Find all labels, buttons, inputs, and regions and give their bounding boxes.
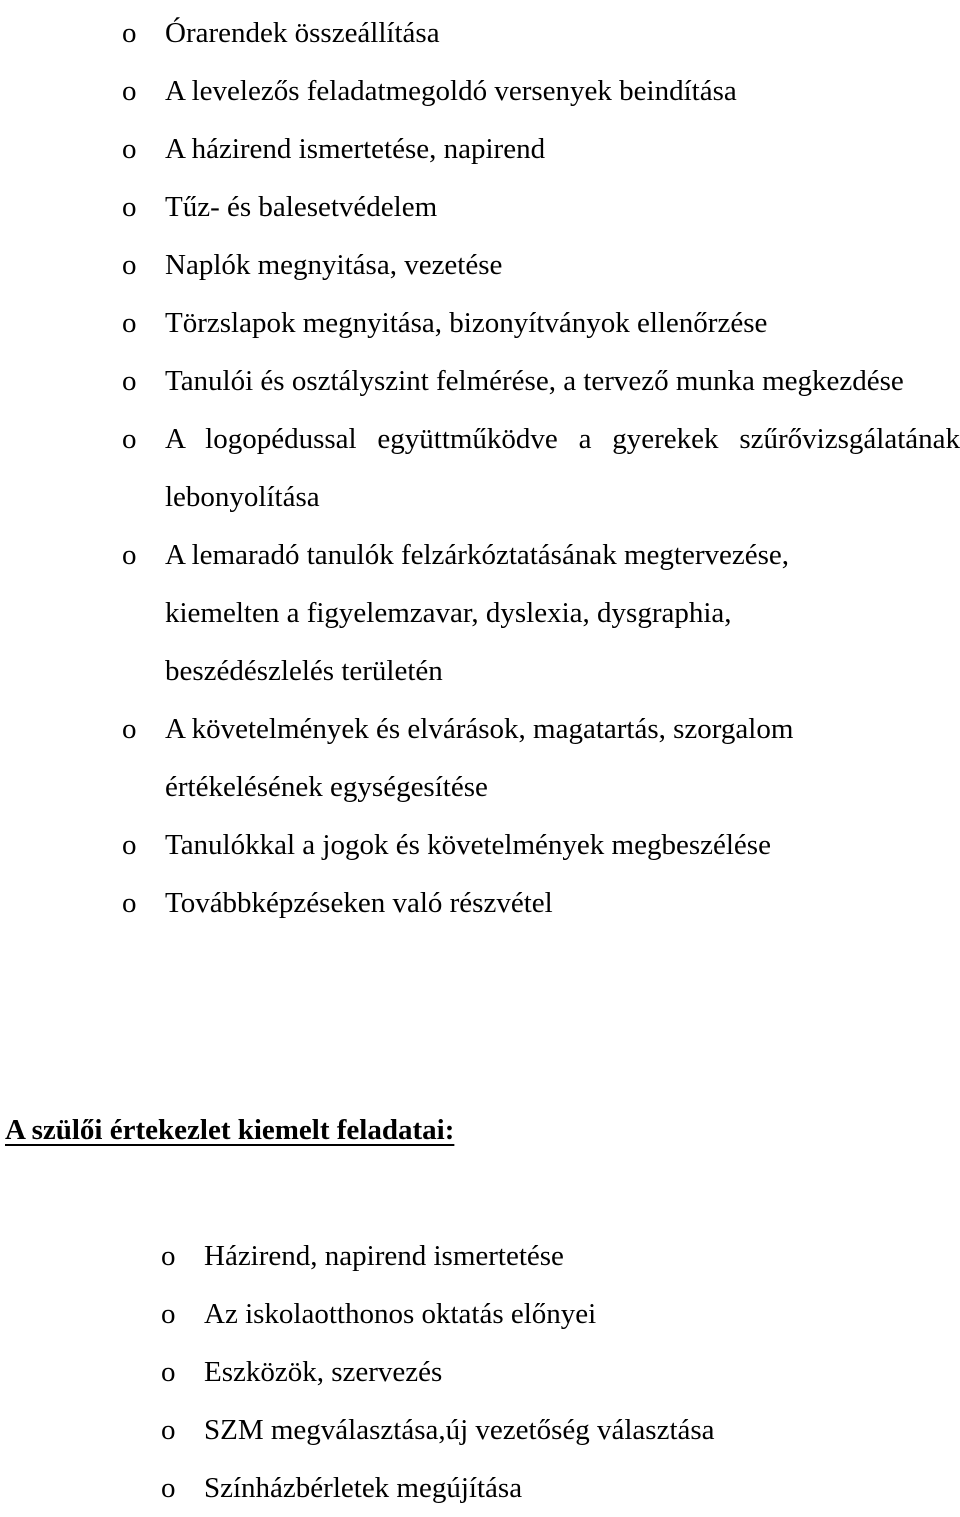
list-item xyxy=(0,62,960,120)
list-item xyxy=(0,1285,960,1343)
list-item-text: A házirend ismertetése, napirend xyxy=(165,133,546,165)
bullet-marker: o xyxy=(122,713,137,745)
list-item xyxy=(0,120,960,178)
list-item xyxy=(0,410,960,526)
list-item xyxy=(0,1343,960,1401)
list-item-text: A logopédussal együttműködve a gyerekek szűrővizsgálatának lebonyolítása xyxy=(165,423,960,513)
list-item xyxy=(0,294,960,352)
list-item xyxy=(0,700,960,816)
list-item-text: Tanulói és osztályszint felmérése, a tervező munka megkezdése xyxy=(165,365,904,397)
list-item-text: Tűz- és balesetvédelem xyxy=(165,191,438,223)
list-item xyxy=(0,816,960,874)
bullet-marker: o xyxy=(122,75,137,107)
bullet-marker: o xyxy=(161,1298,176,1330)
list-item xyxy=(0,526,960,700)
bullet-marker: o xyxy=(122,191,137,223)
bullet-marker: o xyxy=(122,829,137,861)
bullet-marker: o xyxy=(122,887,137,919)
list-item-text: Naplók megnyitása, vezetése xyxy=(165,249,503,281)
list-item-text: Színházbérletek megújítása xyxy=(204,1472,523,1504)
section-heading: A szülői értekezlet kiemelt feladatai: xyxy=(5,1114,455,1146)
bullet-marker: o xyxy=(122,365,137,397)
bullet-marker: o xyxy=(122,133,137,165)
list-item xyxy=(0,874,960,932)
list-item-text: Tanulókkal a jogok és követelmények megbeszélése xyxy=(165,829,771,861)
bullet-marker: o xyxy=(122,539,137,571)
list-item xyxy=(0,236,960,294)
list-item xyxy=(0,1459,960,1517)
bullet-marker: o xyxy=(122,423,137,455)
bullet-marker: o xyxy=(122,307,137,339)
list-item-text: Házirend, napirend ismertetése xyxy=(204,1240,564,1272)
list-item-text: Órarendek összeállítása xyxy=(165,17,440,49)
list-item-text: A lemaradó tanulók felzárkóztatásának megtervezése, kiemelten a figyelemzavar, dyslexia, dysgraphia, beszédészlelés területén xyxy=(165,539,789,687)
bullet-marker: o xyxy=(161,1472,176,1504)
list-item-text: Az iskolaotthonos oktatás előnyei xyxy=(204,1298,597,1330)
list-item-text: Törzslapok megnyitása, bizonyítványok ellenőrzése xyxy=(165,307,768,339)
list-item xyxy=(0,4,960,62)
list-item-text: A követelmények és elvárások, magatartás, szorgalom értékelésének egységesítése xyxy=(165,713,794,803)
parent-meeting-list xyxy=(0,1227,960,1517)
list-item-text: Továbbképzéseken való részvétel xyxy=(165,887,553,919)
list-item xyxy=(0,1227,960,1285)
bullet-marker: o xyxy=(161,1414,176,1446)
list-item-text: A levelezős feladatmegoldó versenyek beindítása xyxy=(165,75,737,107)
bullet-marker: o xyxy=(161,1240,176,1272)
list-item xyxy=(0,352,960,410)
tasks-list xyxy=(0,4,960,932)
bullet-marker: o xyxy=(122,249,137,281)
list-item xyxy=(0,178,960,236)
list-item-text: Eszközök, szervezés xyxy=(204,1356,443,1388)
list-item xyxy=(0,1401,960,1459)
bullet-marker: o xyxy=(161,1356,176,1388)
bullet-marker: o xyxy=(122,17,137,49)
list-item-text: SZM megválasztása,új vezetőség választása xyxy=(204,1414,715,1446)
